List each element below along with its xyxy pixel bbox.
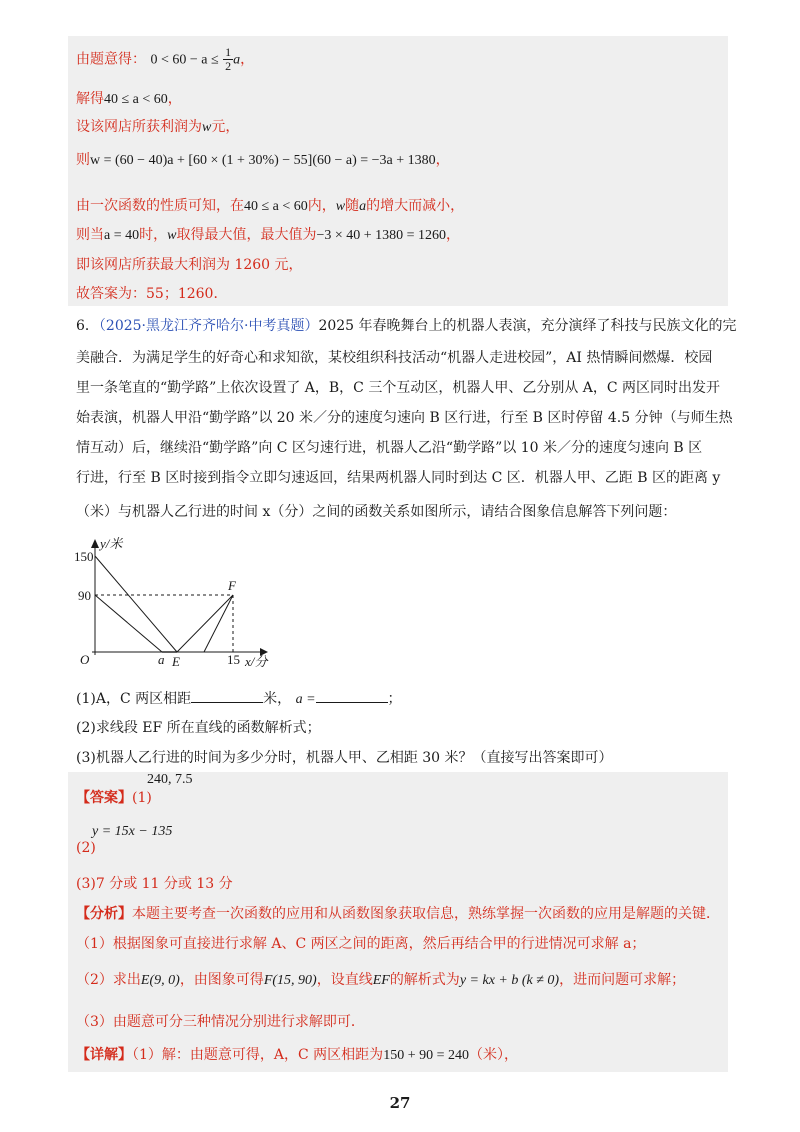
math-range: 40 ≤ a < 60 [104,92,168,107]
text: 的增大而减小， [366,198,465,214]
segment-rise-to-f [204,595,233,652]
punct: ， [446,227,461,243]
answer-line-2-prefix: (2) [76,840,96,856]
solution-line-5 [76,196,464,217]
y-axis-label: y/米 [100,536,123,551]
math-var: w [202,120,212,135]
text: 米， [263,691,292,707]
page-number: 27 [389,1094,411,1112]
text: 解得 [76,91,104,107]
text: 时， [139,227,168,243]
text: ，设直线 [316,972,373,988]
text: 元， [211,119,240,135]
analysis-line-1: （1）根据图象可直接进行求解 A、C 两区之间的距离，然后再结合甲的行进情况可求解 a； [76,936,646,952]
text: （2）求出 [76,972,141,988]
answer-tag: 【答案】 [76,790,132,806]
solution-line-3 [76,117,239,138]
question-2: (2)求线段 EF 所在直线的函数解析式； [76,720,321,736]
detail-line [76,1045,518,1066]
segment-150-to-e [95,556,177,652]
frac-num: 1 [225,45,232,59]
text: 由一次函数的性质可知，在 [76,198,244,214]
math-point-f: F(15, 90) [263,973,317,988]
problem-line-6: 行进，行至 B 区时接到指令立即匀速返回，结果两机器人同时到达 C 区．机器人甲、乙距 B 区的距离 y [76,470,721,486]
math-var: a [359,199,367,214]
question-3: (3)机器人乙行进的时间为多少分时，机器人甲、乙相距 30 米？（直接写出答案即可） [76,750,613,766]
math-sum: 150 + 90 = 240 [383,1048,469,1063]
problem-line-2: 美融合．为满足学生的好奇心和求知欲，某校组织科技活动“机器人走进校园”，AI 热情瞬间燃爆．校园 [76,350,713,366]
problem-line-1 [76,316,737,336]
problem-line-7: （米）与机器人乙行进的时间 x（分）之间的函数关系如图所示，请结合图象信息解答下列问题： [76,504,677,520]
frac-den: 2 [225,59,232,73]
solution-line-4 [76,150,450,171]
solution-line-8: 故答案为：55；1260． [76,286,228,302]
answer-line-1 [76,788,152,808]
blank-a [316,688,388,703]
blank-distance [191,688,263,703]
segment-e-to-f [177,595,233,652]
math-profit-equation: w = (60 − 40)a + [60 × (1 + 30%) − 55](60 − a) = −3a + 1380 [90,153,436,168]
problem-line-5: 情互动）后，继续沿“勤学路”向 C 区匀速行进，机器人乙沿“勤学路”以 10 米／分的速度匀速向 B 区 [76,440,703,456]
y-tick-90: 90 [78,588,91,603]
text: ，进而问题可求解； [559,972,686,988]
text: 2025 年春晚舞台上的机器人表演，充分演绎了科技与民族文化的完 [318,318,737,334]
point-label-f: F [228,578,236,593]
text: (1)A，C 两区相距 [76,691,192,707]
solution-line-1 [76,46,254,73]
solution-line-6 [76,225,460,246]
x-label-e: E [172,654,180,669]
analysis-line-intro [76,904,720,924]
analysis-tag: 【分析】 [76,906,132,922]
text: 本题主要考查一次函数的应用和从函数图象获取信息，熟练掌握一次函数的应用是解题的关键． [132,906,720,922]
math-range: 40 ≤ a < 60 [244,199,308,214]
math-calc: −3 × 40 + 1380 = 1260 [316,228,447,243]
answer-line-3: (3)7 分或 11 分或 13 分 [76,876,233,892]
solution-line-2 [76,89,182,110]
x-label-a: a [158,652,165,667]
math-eq: a = 40 [104,228,140,243]
problem-source: （2025·黑龙江齐齐哈尔·中考真题） [98,318,319,334]
math-var: w [335,199,346,214]
problem-line-3: 里一条笔直的“勤学路”上依次设置了 A，B，C 三个互动区，机器人甲、乙分别从 A，C 两区同时出发开 [76,380,721,396]
math-var: w [167,228,177,243]
text: （米）， [468,1047,518,1063]
x-label-15: 15 [227,652,240,667]
punct: ； [387,691,402,707]
answer-1-value: 240, 7.5 [147,772,193,787]
question-1 [76,688,402,710]
origin-label: O [80,652,90,667]
function-graph [70,530,290,675]
detail-tag: 【详解】 [76,1047,132,1063]
analysis-line-3: （3）由题意可分三种情况分别进行求解即可． [76,1014,365,1030]
math-var: a [233,52,241,68]
problem-number: 6． [76,318,99,334]
analysis-line-2 [76,970,685,991]
solution-line-7: 即该网店所获最大利润为 1260 元， [76,257,303,273]
text: 内， [307,198,336,214]
problem-line-4: 始表演，机器人甲沿“勤学路”以 20 米／分的速度匀速向 B 区行进，行至 B 区时停留 4.5 分钟（与师生热 [76,410,733,426]
text: 则当 [76,227,104,243]
punct: ， [167,91,182,107]
math-inequality: 0 < 60 − a ≤ [150,52,219,68]
y-axis-arrow [91,539,99,548]
answer-2-value: y = 15x − 135 [92,824,173,839]
text: 则 [76,152,90,168]
math-var: a = [295,692,316,707]
segment-90-to-a [95,595,162,652]
text: 设该网店所获利润为 [76,119,202,135]
x-axis-label: x/分 [245,654,268,669]
y-tick-150: 150 [74,549,94,564]
text: 取得最大值，最大值为 [176,227,317,243]
text: 随 [345,198,360,214]
punct: ， [435,152,450,168]
math-line-ef: EF [372,973,390,988]
text: ，由图象可得 [179,972,264,988]
math-linear-form: y = kx + b (k ≠ 0) [459,973,560,988]
text: （1）解：由题意可得，A，C 两区相距为 [132,1047,384,1063]
punct: ， [240,51,255,68]
math-point-e: E(9, 0) [140,973,180,988]
fraction-one-half [223,46,233,73]
text: (1) [132,790,152,806]
text: 由题意得： [76,51,146,68]
text: 的解析式为 [389,972,460,988]
